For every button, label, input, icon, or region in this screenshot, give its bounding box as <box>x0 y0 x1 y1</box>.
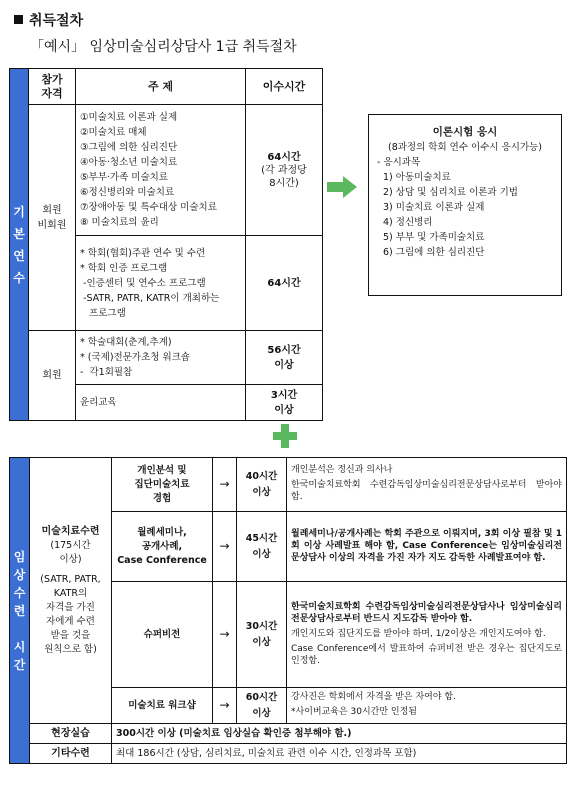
topic-list-3 <box>76 331 246 385</box>
arrow-4: → <box>213 688 237 724</box>
header-topic: 주 제 <box>76 69 246 105</box>
hours-row4: 3시간 이상 <box>246 385 323 421</box>
exam-subject-item: 2) 상담 및 심리치료 이론과 기법 <box>383 187 518 198</box>
exam-subject-item: 4) 정신병리 <box>383 217 433 228</box>
qual-member: 회원 <box>29 331 76 421</box>
exam-subject-item: 5) 부부 및 가족미술치료 <box>383 232 485 243</box>
hours-row2: 64시간 <box>246 236 323 331</box>
side-char: 시 <box>13 639 26 654</box>
topic-item: ⑥정신병리와 미술치료 <box>80 187 175 198</box>
basic-training-table <box>9 68 323 421</box>
topic-item: ②미술치료 매체 <box>80 127 147 138</box>
description-line: *사이버교육은 30시간만 인정됨 <box>291 707 418 717</box>
topic-item: ①미술치료 이론과 실제 <box>80 112 178 123</box>
arrow-3: → <box>213 582 237 688</box>
other-training-label: 기타수련 <box>30 744 112 764</box>
hours-row3: 56시간 이상 <box>246 331 323 385</box>
side-char: 수 <box>13 270 25 285</box>
description-line: 강사진은 학회에서 자격을 받은 자여야 함. <box>291 692 456 702</box>
topic-item: ⑤부부·가족 미술치료 <box>80 172 168 183</box>
description-line: 개인분석은 정신과 의사나 <box>291 465 393 475</box>
topic-ethics: 윤리교육 <box>76 385 246 421</box>
exam-subject-item: 1) 아동미술치료 <box>383 172 451 183</box>
desc-supervision <box>287 582 567 688</box>
green-plus-icon <box>273 424 297 452</box>
topic-item: * 학회(협회)주관 연수 및 수련 <box>80 247 206 259</box>
topic-item: * 학술대회(춘계,추계) <box>80 337 172 348</box>
exam-subject-item: 6) 그림에 의한 심리진단 <box>383 247 485 258</box>
description-line: 개인지도와 집단지도를 받아야 하며, 1/2이상은 개인지도여야 함. <box>291 628 546 639</box>
group-note: (SATR, PATR, KATR의 자격을 가진 자에게 수련 받을 것을 원칙으로 함) <box>40 573 101 655</box>
arrow-2: → <box>213 512 237 582</box>
topic-item: -인증센터 및 연수소 프로그램 <box>80 277 206 289</box>
hours-workshop: 60시간 이상 <box>237 688 287 724</box>
hours-personal-analysis: 40시간 이상 <box>237 458 287 512</box>
arrow-1: → <box>213 458 237 512</box>
page-subtitle: 「예시」 임상미술심리상담사 1급 취득절차 <box>30 39 297 55</box>
exam-subject-list <box>377 170 553 260</box>
topic-item: - 각1회필참 <box>80 367 133 378</box>
field-practice-text: 300시간 이상 (미술치료 임상실습 확인증 첨부해야 함.) <box>116 728 352 739</box>
side-char <box>10 620 29 638</box>
field-practice-label: 현장실습 <box>30 724 112 744</box>
header-hours: 이수시간 <box>246 69 323 105</box>
desc-seminar <box>287 512 567 582</box>
group-hours: (175시간 이상) <box>50 539 91 565</box>
square-bullet-icon <box>14 15 23 24</box>
description-line: 월례세미나/공개사례는 학회 주관으로 이뤄지며, 3회 이상 필참 및 1회 이상 사례발표 해야 함, Case Conference는 임상미술심리전문상담사 이상의 자격을 가진 자가 지도 감독한 사례발표여야 함. <box>291 528 562 563</box>
item-seminar: 월례세미나, 공개사례, Case Conference <box>112 512 213 582</box>
side-char: 연 <box>13 248 25 263</box>
topic-list-2 <box>76 236 246 331</box>
other-training-value: 최대 186시간 (상담, 심리치료, 미술치료 관련 이수 시간, 인정과목 포함) <box>112 744 567 764</box>
description-line: 한국미술치료학회 수련감독임상미술심리전문상담사나 임상미술심리전문상담사로부터 반드시 지도감독 받아야 함. <box>291 601 562 624</box>
group-title: 미술치료수련 <box>41 525 100 537</box>
hours-supervision: 30시간 이상 <box>237 582 287 688</box>
header-qualification <box>29 69 76 105</box>
topic-item: * (국제)전문가초청 워크숍 <box>80 352 190 363</box>
item-supervision: 슈퍼비전 <box>112 582 213 688</box>
exam-title: 이론시험 응시 <box>432 126 498 138</box>
topic-item: * 학회 인증 프로그램 <box>80 262 168 274</box>
hours-note: (각 과정당 8시간) <box>261 164 307 189</box>
group-cell <box>30 458 112 724</box>
basic-training-side-label <box>10 69 29 421</box>
clinical-training-side-label <box>10 458 30 764</box>
description-line: Case Conference에서 발표하여 슈퍼비전 받은 경우는 집단지도로 인정함. <box>291 643 562 666</box>
topic-item: ⑧ 미술치료의 윤리 <box>80 217 159 228</box>
exam-info-box <box>368 114 562 296</box>
side-char: 련 <box>13 603 26 618</box>
hours-row1 <box>246 105 323 236</box>
side-char: 임 <box>13 549 26 564</box>
topic-item: 프로그램 <box>80 307 126 319</box>
topic-list-1 <box>76 105 246 236</box>
qual-member-nonmember: 회원 비회원 <box>29 105 76 331</box>
description-line: 한국미술치료학회 수련감독임상미술심리전문상담사로부터 받아야 함. <box>291 480 562 502</box>
desc-personal-analysis <box>287 458 567 512</box>
item-workshop: 미술치료 워크샵 <box>112 688 213 724</box>
exam-condition: (8과정의 학회 연수 이수시 응시가능) <box>387 142 542 153</box>
topic-item: ③그림에 의한 심리진단 <box>80 142 178 153</box>
item-personal-analysis: 개인분석 및 집단미술치료 경험 <box>112 458 213 512</box>
side-char: 수 <box>13 585 26 600</box>
field-practice-value <box>112 724 567 744</box>
section-heading: 취득절차 <box>14 10 83 30</box>
exam-subjects-label: - 응시과목 <box>377 157 421 168</box>
hours-seminar: 45시간 이상 <box>237 512 287 582</box>
desc-workshop <box>287 688 567 724</box>
green-arrow-right-icon <box>327 176 357 202</box>
exam-subject-item: 3) 미술치료 이론과 실제 <box>383 202 485 213</box>
side-char: 간 <box>13 657 26 672</box>
hdr-qual: 참가 자격 <box>41 72 63 100</box>
topic-item: -SATR, PATR, KATR이 개최하는 <box>80 292 220 304</box>
topic-item: ⑦장애아동 및 특수대상 미술치료 <box>80 202 217 213</box>
topic-item: ④아동·청소년 미술치료 <box>80 157 178 168</box>
side-char: 본 <box>13 226 25 241</box>
side-char: 상 <box>13 567 26 582</box>
side-char: 기 <box>13 204 25 219</box>
clinical-training-table <box>9 457 567 764</box>
hours-64: 64시간 <box>267 151 301 163</box>
